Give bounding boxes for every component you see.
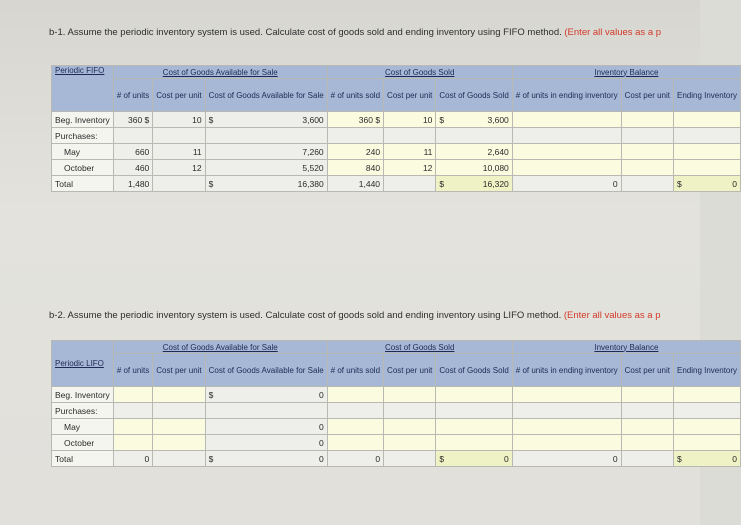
cell-sold-units[interactable]	[327, 435, 383, 451]
cell-cogas: 7,260	[205, 144, 327, 160]
cell-end-units[interactable]	[512, 160, 621, 176]
cell-end-cost[interactable]	[621, 112, 673, 128]
lifo-col-units: # of units	[113, 354, 152, 387]
cell-sold-units: 0	[327, 451, 383, 467]
cell-units: 360 $	[113, 112, 152, 128]
cell-sold-cost[interactable]	[384, 435, 436, 451]
cell-ending[interactable]	[673, 160, 740, 176]
cell-end-units: 0	[512, 451, 621, 467]
cell-ending[interactable]	[673, 112, 740, 128]
cell-cost: 12	[153, 160, 205, 176]
lifo-col-cost-unit-sold: Cost per unit	[384, 354, 436, 387]
cell-sold-units[interactable]	[327, 419, 383, 435]
cell-end-units[interactable]	[512, 419, 621, 435]
lifo-col-cost-unit: Cost per unit	[153, 354, 205, 387]
cell-units: 0	[113, 451, 152, 467]
cell-cogas: 5,520	[205, 160, 327, 176]
fifo-method-label: Periodic FIFO	[52, 66, 114, 112]
cell-end-cost[interactable]	[621, 144, 673, 160]
cell-cogs[interactable]: 10,080	[436, 160, 512, 176]
lifo-col-units-end: # of units in ending inventory	[512, 354, 621, 387]
cell-sold-units[interactable]: 240	[327, 144, 383, 160]
cell-sold-cost[interactable]: 12	[384, 160, 436, 176]
fifo-col-units-end: # of units in ending inventory	[512, 79, 621, 112]
fifo-group-available: Cost of Goods Available for Sale	[113, 66, 327, 79]
lifo-group-balance: Inventory Balance	[512, 341, 740, 354]
table-row	[52, 112, 741, 128]
lifo-table	[51, 340, 741, 467]
cell-units[interactable]	[113, 387, 152, 403]
row-label: Beg. Inventory	[52, 112, 114, 128]
lifo-col-cogs: Cost of Goods Sold	[436, 354, 512, 387]
fifo-col-units-sold: # of units sold	[327, 79, 383, 112]
cell-ending[interactable]	[673, 435, 740, 451]
lifo-col-cost-unit-end: Cost per unit	[621, 354, 673, 387]
cell-cogs[interactable]	[436, 435, 512, 451]
row-label: October	[52, 160, 114, 176]
cell-cogs: $ 16,320	[436, 176, 512, 192]
cell-sold-cost[interactable]	[384, 419, 436, 435]
fifo-col-units: # of units	[113, 79, 152, 112]
cell-cogs: $ 0	[436, 451, 512, 467]
cell-end-cost[interactable]	[621, 435, 673, 451]
cell-sold-cost[interactable]: 11	[384, 144, 436, 160]
cell-ending: $ 0	[673, 451, 740, 467]
question-b1-hint: (Enter all values as a p	[564, 27, 662, 38]
fifo-group-sold: Cost of Goods Sold	[327, 66, 512, 79]
cell-end-cost[interactable]	[621, 387, 673, 403]
cell-cogas: $ 16,380	[205, 176, 327, 192]
cell-sold-units: 1,440	[327, 176, 383, 192]
cell-sold-cost[interactable]	[384, 387, 436, 403]
cell-units[interactable]	[113, 419, 152, 435]
cell-cost[interactable]	[153, 387, 205, 403]
table-row-total	[52, 451, 741, 467]
cell-end-units[interactable]	[512, 144, 621, 160]
cell-cogs[interactable]	[436, 419, 512, 435]
cell-cost[interactable]	[153, 435, 205, 451]
cell-end-units[interactable]	[512, 112, 621, 128]
cell-units: 460	[113, 160, 152, 176]
question-b2-text: b-2. Assume the periodic inventory system is used. Calculate cost of goods sold and ending inventory using LIFO method.	[49, 310, 562, 321]
cell-end-units[interactable]	[512, 387, 621, 403]
table-row-total	[52, 176, 741, 192]
cell-sold-cost[interactable]: 10	[384, 112, 436, 128]
cell-cogs[interactable]: 2,640	[436, 144, 512, 160]
cell-sold-units[interactable]	[327, 387, 383, 403]
table-row	[52, 403, 741, 419]
cell-units: 660	[113, 144, 152, 160]
row-label: Total	[52, 451, 114, 467]
question-b1	[49, 27, 661, 38]
fifo-col-ending-inv: Ending Inventory	[673, 79, 740, 112]
cell-cogas: $ 0	[205, 387, 327, 403]
cell-ending[interactable]	[673, 144, 740, 160]
row-label: May	[52, 419, 114, 435]
row-label: Total	[52, 176, 114, 192]
lifo-method-label: Periodic LIFO	[52, 341, 114, 387]
fifo-col-cost-unit-end: Cost per unit	[621, 79, 673, 112]
question-b2	[49, 310, 661, 321]
fifo-table	[51, 65, 741, 192]
fifo-group-balance: Inventory Balance	[512, 66, 740, 79]
table-row	[52, 144, 741, 160]
cell-sold-units[interactable]: 840	[327, 160, 383, 176]
table-row	[52, 419, 741, 435]
cell-ending: $ 0	[673, 176, 740, 192]
cell-cogas: 0	[205, 419, 327, 435]
table-row	[52, 387, 741, 403]
cell-units[interactable]	[113, 435, 152, 451]
question-b1-text: b-1. Assume the periodic inventory system is used. Calculate cost of goods sold and ending inventory using FIFO method.	[49, 27, 562, 38]
table-row	[52, 160, 741, 176]
cell-ending[interactable]	[673, 387, 740, 403]
cell-cost: 11	[153, 144, 205, 160]
cell-end-cost[interactable]	[621, 160, 673, 176]
lifo-col-ending-inv: Ending Inventory	[673, 354, 740, 387]
cell-units: 1,480	[113, 176, 152, 192]
row-label: Purchases:	[52, 128, 114, 144]
fifo-col-cost-unit: Cost per unit	[153, 79, 205, 112]
lifo-group-available: Cost of Goods Available for Sale	[113, 341, 327, 354]
cell-sold-units[interactable]: 360 $	[327, 112, 383, 128]
row-label: Purchases:	[52, 403, 114, 419]
cell-end-cost[interactable]	[621, 419, 673, 435]
lifo-group-sold: Cost of Goods Sold	[327, 341, 512, 354]
lifo-col-cogas: Cost of Goods Available for Sale	[205, 354, 327, 387]
row-label: May	[52, 144, 114, 160]
question-b2-hint: (Enter all values as a p	[563, 310, 661, 321]
table-row	[52, 128, 741, 144]
cell-cogs[interactable]: $ 3,600	[436, 112, 512, 128]
row-label: October	[52, 435, 114, 451]
cell-cogas: $ 3,600	[205, 112, 327, 128]
cell-cost[interactable]	[153, 419, 205, 435]
table-row	[52, 435, 741, 451]
fifo-col-cogs: Cost of Goods Sold	[436, 79, 512, 112]
cell-cogas: 0	[205, 435, 327, 451]
cell-end-units: 0	[512, 176, 621, 192]
cell-cogas: $ 0	[205, 451, 327, 467]
fifo-col-cogas: Cost of Goods Available for Sale	[205, 79, 327, 112]
cell-end-units[interactable]	[512, 435, 621, 451]
lifo-col-units-sold: # of units sold	[327, 354, 383, 387]
cell-cogs[interactable]	[436, 387, 512, 403]
row-label: Beg. Inventory	[52, 387, 114, 403]
fifo-col-cost-unit-sold: Cost per unit	[384, 79, 436, 112]
cell-ending[interactable]	[673, 419, 740, 435]
cell-cost: 10	[153, 112, 205, 128]
